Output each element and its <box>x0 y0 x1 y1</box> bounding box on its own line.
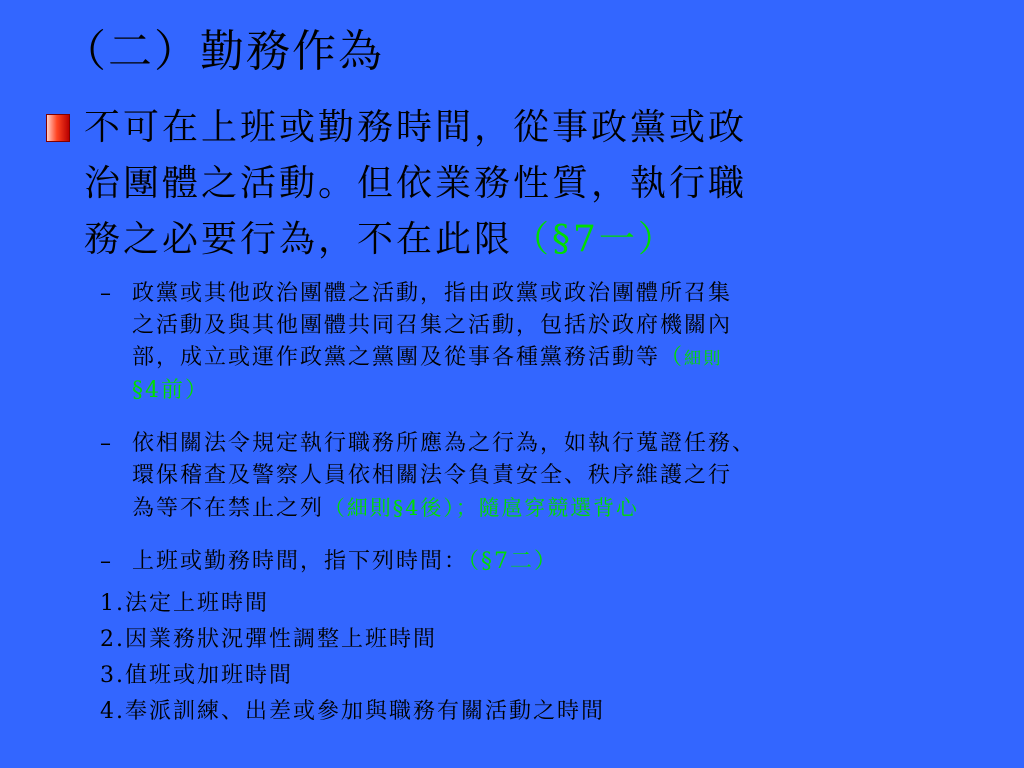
sub-item-1-line-1: 政黨或其他政治團體之活動，指由政黨或政治團體所召集 <box>132 281 733 306</box>
dash-bullet: – <box>100 549 113 574</box>
main-point-citation: （§7一） <box>513 219 677 260</box>
sub-item-1-citation-section: §4前 <box>132 378 185 403</box>
sub-item-2-line-2: 環保稽查及警察人員依相關法令負責安全、秩序維護之行 <box>132 463 733 488</box>
sub-item-2-line-3 <box>132 492 1010 525</box>
dash-bullet: – <box>100 431 113 456</box>
main-point <box>84 100 964 268</box>
sub-item-3-line-1-text: 上班或勤務時間，指下列時間： <box>132 549 469 574</box>
sub-item-1-line-3-text: 部，成立或運作政黨之黨團及從事各種黨務活動等 <box>132 345 661 370</box>
sub-item-1-line-2: 之活動及與其他團體共同召集之活動，包括於政府機關內 <box>132 313 733 338</box>
sub-item-1-citation-open: （ <box>660 345 685 370</box>
sub-item-2-line-3-text: 為等不在禁止之列 <box>132 496 325 521</box>
sub-item-1-line-3 <box>132 342 1010 375</box>
sub-item-1-citation-close: ） <box>185 378 210 403</box>
sub-item-2-line-1: 依相關法令規定執行職務所應為之行為，如執行蒐證任務、 <box>132 431 757 456</box>
numbered-list <box>100 586 605 730</box>
sub-item-3-citation: （§7二） <box>468 549 559 574</box>
sub-item-1 <box>100 278 1010 407</box>
square-bullet-icon <box>46 114 70 142</box>
main-point-line-3-text: 務之必要行為，不在此限 <box>84 219 514 260</box>
dash-bullet: – <box>100 281 113 306</box>
list-item: 3.值班或加班時間 <box>100 663 293 688</box>
sub-item-2 <box>100 428 1010 525</box>
main-point-line-3 <box>84 212 964 268</box>
main-point-line-2: 治團體之活動。但依業務性質，執行職 <box>84 163 748 204</box>
list-item: 4.奉派訓練、出差或參加與職務有關活動之時間 <box>100 699 605 724</box>
main-point-line-1: 不可在上班或勤務時間，從事政黨或政 <box>84 107 748 148</box>
sub-item-3 <box>100 546 1010 578</box>
sub-item-2-citation: （細則§4後）；隨扈穿競選背心 <box>324 496 639 520</box>
sub-item-1-line-4 <box>132 375 1010 407</box>
list-item: 2.因業務狀況彈性調整上班時間 <box>100 627 437 652</box>
sub-item-1-citation-inner: 細則 <box>684 349 723 369</box>
list-item: 1.法定上班時間 <box>100 591 269 616</box>
slide-title: （二）勤務作為 <box>62 26 384 77</box>
sub-item-3-line-1 <box>132 546 1010 578</box>
